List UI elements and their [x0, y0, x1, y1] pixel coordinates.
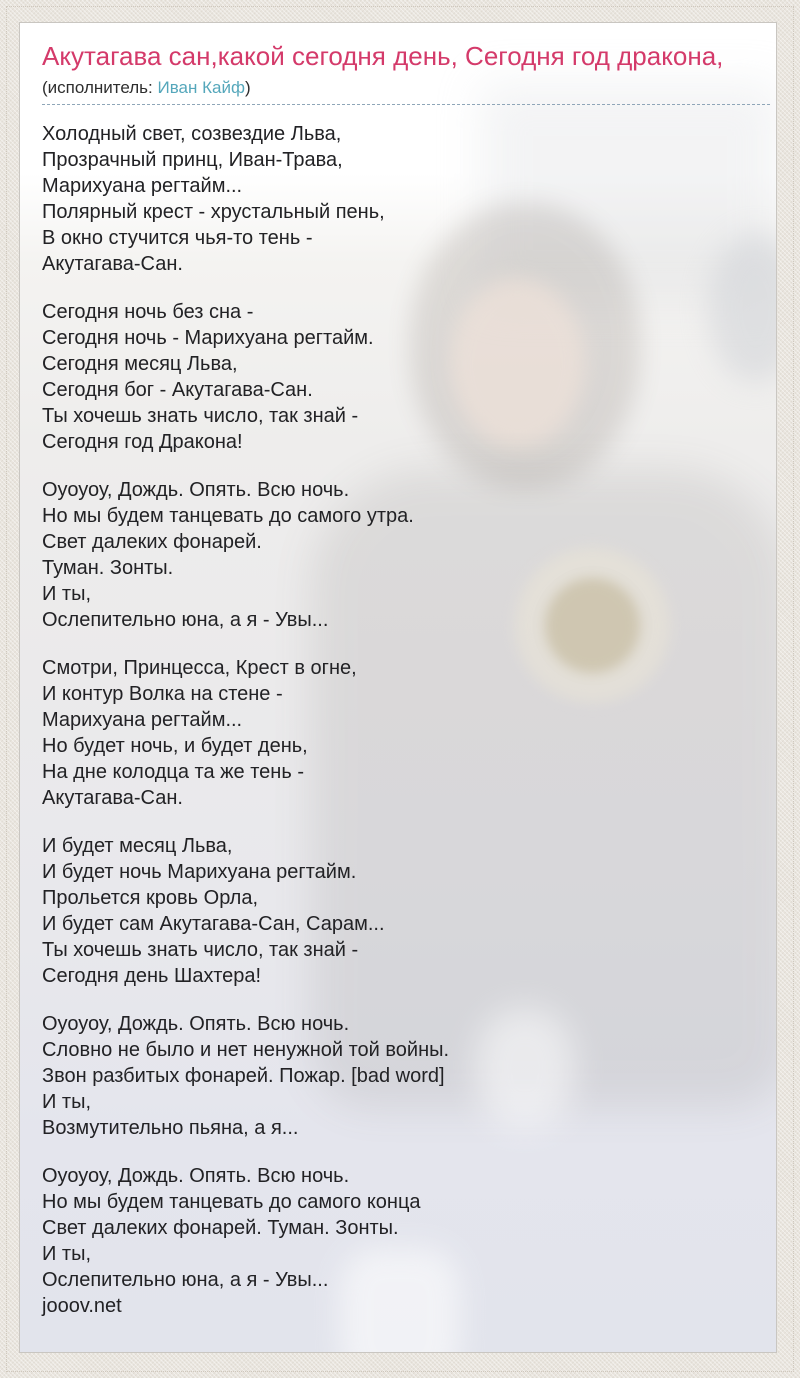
lyric-line: И будет сам Акутагава-Сан, Сарам...	[42, 913, 385, 936]
lyric-line: Смотри, Принцесса, Крест в огне,	[42, 657, 357, 680]
lyric-line: Ослепительно юна, а я - Увы...	[42, 609, 329, 632]
lyric-line: Оуоуоу, Дождь. Опять. Всю ночь.	[42, 1013, 350, 1036]
header-divider	[42, 104, 770, 105]
lyric-line: Оуоуоу, Дождь. Опять. Всю ночь.	[42, 479, 350, 502]
performer-link[interactable]: Иван Кайф	[157, 78, 245, 98]
lyric-line: Ты хочешь знать число, так знай -	[42, 405, 359, 428]
lyric-line: Акутагава-Сан.	[42, 787, 183, 810]
stanza	[42, 1163, 756, 1293]
lyric-line: Возмутительно пьяна, а я...	[42, 1117, 299, 1140]
stanza	[42, 655, 756, 811]
lyric-line: И будет ночь Марихуана регтайм.	[42, 861, 357, 884]
lyric-line: Холодный свет, созвездие Льва,	[42, 123, 342, 146]
card-content	[20, 23, 776, 1319]
lyric-line: Сегодня день Шахтера!	[42, 965, 262, 988]
lyric-line: Но будет ночь, и будет день,	[42, 735, 308, 758]
site-watermark: jooov.net	[42, 1295, 122, 1318]
lyric-line: И ты,	[42, 1243, 92, 1266]
stanza	[42, 833, 756, 989]
lyric-line: Туман. Зонты.	[42, 557, 174, 580]
lyric-line: Сегодня ночь - Марихуана регтайм.	[42, 327, 374, 350]
lyric-line: Марихуана регтайм...	[42, 709, 243, 732]
lyric-line: И контур Волка на стене -	[42, 683, 283, 706]
lyric-line: Акутагава-Сан.	[42, 253, 183, 276]
lyrics	[42, 121, 756, 1319]
lyric-line: В окно стучится чья-то тень -	[42, 227, 313, 250]
song-title: Акутагава сан,какой сегодня день, Сегодня год дракона,	[42, 41, 724, 71]
performer-line	[42, 77, 756, 99]
lyric-line: Ты хочешь знать число, так знай -	[42, 939, 359, 962]
lyric-line: Звон разбитых фонарей. Пожар. [bad word]	[42, 1065, 445, 1088]
lyric-line: И ты,	[42, 1091, 92, 1114]
lyric-line: Прозрачный принц, Иван-Трава,	[42, 149, 343, 172]
lyric-line: Ослепительно юна, а я - Увы...	[42, 1269, 329, 1292]
lyric-line: Полярный крест - хрустальный пень,	[42, 201, 385, 224]
lyric-line: На дне колодца та же тень -	[42, 761, 304, 784]
lyric-line: Сегодня ночь без сна -	[42, 301, 254, 324]
lyric-line: Оуоуоу, Дождь. Опять. Всю ночь.	[42, 1165, 350, 1188]
stanza	[42, 477, 756, 633]
lyric-line: Словно не было и нет ненужной той войны.	[42, 1039, 450, 1062]
lyric-line: Прольется кровь Орла,	[42, 887, 258, 910]
stanza	[42, 121, 756, 277]
stanza	[42, 299, 756, 455]
lyric-line: Сегодня месяц Льва,	[42, 353, 238, 376]
lyric-line: Свет далеких фонарей.	[42, 531, 262, 554]
lyric-line: Но мы будем танцевать до самого утра.	[42, 505, 414, 528]
lyric-line: Марихуана регтайм...	[42, 175, 243, 198]
lyric-line: Но мы будем танцевать до самого конца	[42, 1191, 421, 1214]
lyric-line: Свет далеких фонарей. Туман. Зонты.	[42, 1217, 399, 1240]
lyric-line: И ты,	[42, 583, 92, 606]
lyric-line: Сегодня год Дракона!	[42, 431, 243, 454]
lyric-line: И будет месяц Льва,	[42, 835, 233, 858]
stanza	[42, 1011, 756, 1141]
stanza-list	[42, 121, 756, 1293]
performer-close-paren: )	[244, 78, 251, 98]
lyric-line: Сегодня бог - Акутагава-Сан.	[42, 379, 313, 402]
lyrics-card	[19, 22, 777, 1353]
performer-label: (исполнитель:	[42, 78, 153, 98]
